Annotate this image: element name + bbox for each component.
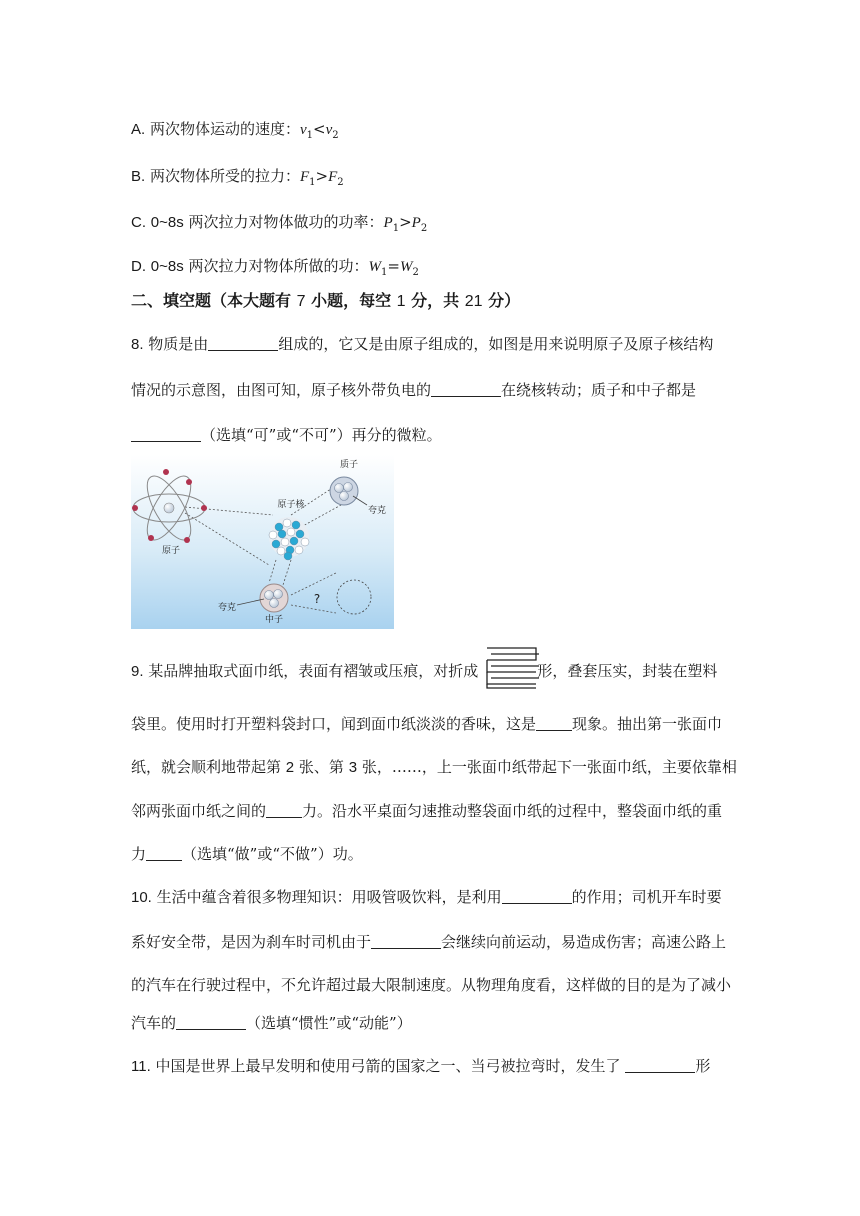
- q9-text: 力。沿水平桌面匀速推动整袋面巾纸的过程中，整袋面巾纸的重: [302, 802, 723, 820]
- q9-text: （选填“做”或“不做”）功。: [182, 845, 363, 863]
- q9-text: 现象。抽出第一张面巾: [572, 715, 723, 733]
- heading-number: 1: [396, 293, 406, 310]
- symbol: v: [325, 122, 333, 138]
- q9-line-2: [131, 713, 722, 734]
- subscript: 1: [392, 223, 400, 234]
- heading-text: 小题，每空: [311, 291, 392, 310]
- q11-text: 形: [695, 1057, 711, 1075]
- subscript: 2: [412, 267, 419, 278]
- nucleus-label: 原子核: [277, 500, 305, 510]
- proton-label: 质子: [339, 460, 359, 470]
- q8-text: 物质是由: [148, 335, 209, 353]
- answer-blank[interactable]: [625, 1071, 695, 1073]
- symbol: P: [411, 215, 421, 231]
- heading-text: 二、填空题（本大题有: [131, 291, 292, 310]
- answer-blank[interactable]: [266, 816, 302, 818]
- option-c: [131, 211, 427, 234]
- q9-text: 形，叠套压实，封装在塑料: [537, 662, 718, 680]
- operator: =: [387, 257, 400, 275]
- subscript: 2: [420, 223, 428, 234]
- option-label: C.: [131, 214, 146, 231]
- subscript: 1: [309, 177, 316, 188]
- q10-text: 的作用；司机开车时要: [571, 888, 722, 906]
- q9-text: 纸，就会顺利地带起第: [131, 758, 282, 776]
- option-d: [131, 255, 419, 278]
- q8-line-2: [131, 379, 696, 400]
- q9-text: 张，……，上一张面巾纸带起下一张面巾纸，主要依靠相: [361, 758, 737, 776]
- atom-label: 原子: [161, 546, 181, 556]
- time-range: 0~8s: [150, 214, 184, 231]
- answer-blank[interactable]: [371, 947, 441, 949]
- question-number: 11.: [131, 1058, 151, 1075]
- option-b: [131, 165, 344, 188]
- folded-tissue-icon: [483, 645, 540, 690]
- subscript: 2: [337, 177, 344, 188]
- heading-text: 分，共: [411, 291, 460, 310]
- q9-line-1: [131, 660, 717, 681]
- question-number: 8.: [131, 336, 144, 353]
- q9-number: 3: [348, 759, 358, 776]
- symbol: F: [328, 169, 338, 185]
- q9-text: 邻两张面巾纸之间的: [131, 802, 267, 820]
- q8-text: 情况的示意图，由图可知，原子核外带负电的: [131, 381, 432, 399]
- q10-line-3: [131, 974, 731, 995]
- q8-text: 组成的，它又是由原子组成的，如图是用来说明原子及原子核结构: [278, 335, 714, 353]
- q10-line-1: [131, 886, 722, 907]
- answer-blank[interactable]: [146, 859, 182, 861]
- symbol: W: [368, 259, 382, 275]
- question-number: 10.: [131, 889, 152, 906]
- section-heading: [131, 288, 520, 311]
- q9-text: 袋里。使用时打开塑料袋封口，闻到面巾纸淡淡的香味，这是: [131, 715, 537, 733]
- q10-text: 会继续向前运动，易造成伤害；高速公路上: [441, 933, 727, 951]
- answer-blank[interactable]: [131, 440, 201, 442]
- question-mark: ?: [313, 592, 321, 606]
- operator: >: [315, 167, 329, 185]
- option-text: 两次拉力对物体做功的功率：: [188, 213, 384, 231]
- symbol: W: [399, 259, 413, 275]
- proton-circle: [330, 477, 358, 505]
- q9-line-4: [131, 800, 722, 821]
- q10-text: （选填“惯性”或“动能”）: [246, 1014, 412, 1032]
- q8-line-1: [131, 333, 713, 354]
- heading-number: 21: [464, 293, 483, 310]
- neutron-circle: [260, 584, 288, 612]
- q10-text: 汽车的: [131, 1014, 177, 1032]
- operator: >: [399, 213, 412, 231]
- heading-number: 7: [296, 293, 306, 310]
- q10-text: 系好安全带，是因为刹车时司机由于: [131, 933, 372, 951]
- q9-line-5: [131, 843, 363, 864]
- option-label: D.: [131, 258, 146, 275]
- q10-text: 生活中蕴含着很多物理知识：用吸管吸饮料，是利用: [156, 888, 502, 906]
- q9-number: 2: [285, 759, 295, 776]
- quark-label-left: 夸克: [217, 603, 237, 613]
- answer-blank[interactable]: [176, 1028, 246, 1030]
- heading-text: 分）: [488, 291, 521, 310]
- q9-text: 某品牌抽取式面巾纸，表面有褶皱或压痕，对折成: [148, 662, 479, 680]
- symbol: P: [383, 215, 393, 231]
- q8-line-3: [131, 424, 442, 445]
- q8-text: 在绕核转动；质子和中子都是: [501, 381, 697, 399]
- atom-structure-figure: [131, 455, 394, 629]
- symbol: v: [299, 122, 307, 138]
- q8-text: （选填“可”或“不可”）再分的微粒。: [201, 426, 442, 444]
- answer-blank[interactable]: [208, 349, 278, 351]
- q10-text: 的汽车在行驶过程中，不允许超过最大限制速度。从物理角度看，这样做的目的是为了减小: [131, 976, 732, 994]
- q9-line-3: [131, 756, 737, 777]
- q10-line-4: [131, 1012, 412, 1033]
- option-label: A.: [131, 121, 146, 138]
- answer-blank[interactable]: [431, 395, 501, 397]
- symbol: F: [299, 169, 310, 185]
- option-text: 两次拉力对物体所做的功：: [188, 257, 369, 275]
- q10-line-2: [131, 931, 726, 952]
- option-label: B.: [131, 168, 146, 185]
- q11-text: 中国是世界上最早发明和使用弓箭的国家之一、当弓被拉弯时，发生了: [155, 1057, 621, 1075]
- question-number: 9.: [131, 663, 144, 680]
- q9-text: 张、第: [298, 758, 344, 776]
- option-a: [131, 118, 339, 141]
- q9-text: 力: [131, 845, 147, 863]
- option-text: 两次物体所受的拉力：: [149, 167, 300, 185]
- q11-line-1: [131, 1055, 710, 1076]
- option-text: 两次物体运动的速度：: [149, 120, 300, 138]
- subscript: 1: [381, 267, 388, 278]
- subscript: 2: [332, 130, 339, 141]
- neutron-label: 中子: [264, 615, 284, 625]
- time-range: 0~8s: [150, 258, 184, 275]
- subscript: 1: [306, 130, 314, 141]
- quark-label-right: 夸克: [367, 506, 387, 516]
- operator: <: [313, 120, 326, 138]
- answer-blank[interactable]: [536, 729, 572, 731]
- answer-blank[interactable]: [502, 902, 572, 904]
- atom-nucleus-dot: [164, 503, 174, 513]
